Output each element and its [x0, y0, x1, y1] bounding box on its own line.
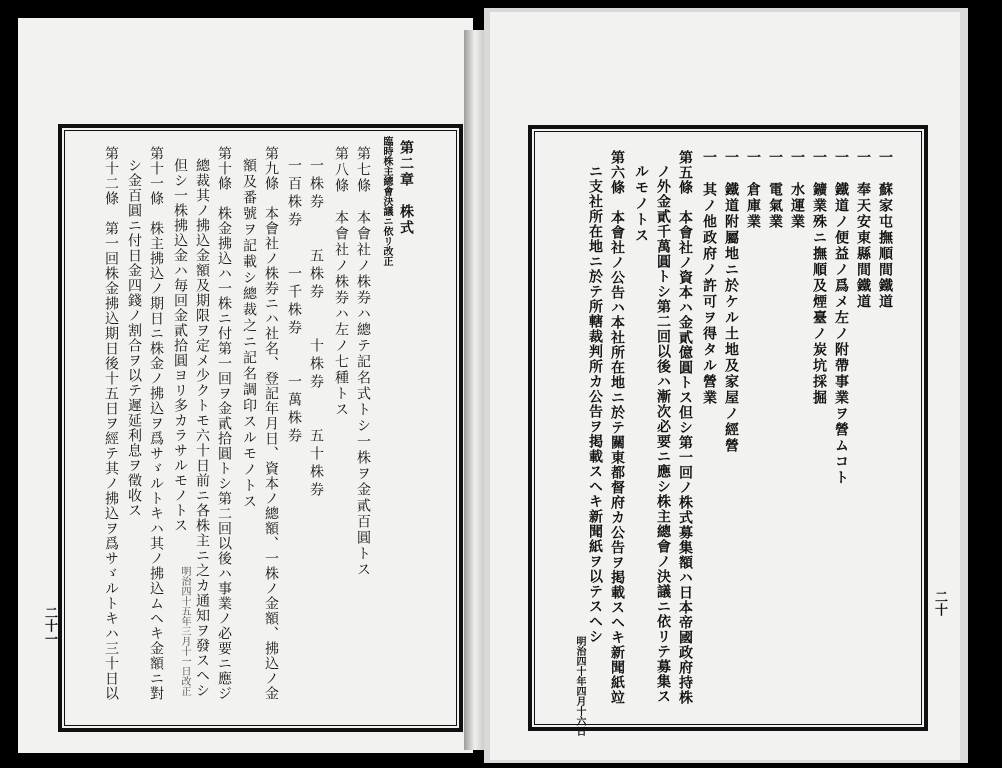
- text-line: 一 鑛業殊ニ撫順及煙臺ノ炭坑採掘: [811, 150, 827, 406]
- inline-note: 明治四十五年三月十一日改正: [179, 566, 190, 696]
- text-line: ニ支社所在地ニ於テ所轄裁判所カ公告ヲ掲載スヘキ新聞紙ヲ以テスヘシ: [587, 164, 603, 644]
- text-line: 第八條 本會社ノ株券ハ左ノ七種トス: [333, 146, 349, 418]
- revision-note: 臨時株主總會決議ニ依リ改正: [381, 136, 392, 266]
- text-line: 但シ一株拂込金ハ毎回金貳拾圓ヨリ多カラサルモノトス: [172, 158, 188, 533]
- text-line: 第九條 本會社ノ株券ニハ社名、登記年月日、資本ノ總額、一株ノ金額、拂込ノ金: [263, 146, 279, 701]
- text-line: 第十條 株金拂込ハ一株ニ付第一回ヲ金貳拾圓トシ第二回以後ハ事業ノ必要ニ應ジ: [216, 146, 232, 701]
- text-line: 一 其ノ他政府ノ許可ヲ得タル營業: [701, 150, 717, 406]
- text-line: 第十二條 第一回株金拂込期日後十五日ヲ經テ其ノ拂込ヲ爲サゞルトキハ三十日以: [103, 146, 119, 701]
- text-line: 一 奉天安東縣間鐵道: [855, 150, 871, 310]
- text-line: 一 蘇家屯撫順間鐵道: [877, 150, 893, 310]
- inline-note: 明治四十年四月十六日: [574, 636, 585, 736]
- text-line: シ金百圓ニ付日金四錢ノ割合ヲ以テ遲延利息ヲ徵收ス: [126, 158, 142, 518]
- page-number: 二十一: [42, 606, 57, 645]
- text-line: 額及番號ヲ記載シ總裁之ニ記名調印スルモノトス: [241, 158, 257, 510]
- text-line: 一 電氣業: [767, 150, 783, 230]
- text-line: 一 鐵道附屬地ニ於ケル土地及家屋ノ經營: [723, 150, 739, 454]
- right-page: [490, 12, 960, 760]
- text-line: 第五條 本會社ノ資本ハ金貳億圓トス但シ第一回ノ株式募集額ハ日本帝國政府持株: [677, 150, 693, 705]
- text-line: ルモノトス: [633, 164, 649, 244]
- text-line: 一株券 五株券 十株券 五十株券: [308, 158, 324, 500]
- text-line: 一 鐵道ノ便益ノ爲メ左ノ附帶事業ヲ營ムコト: [833, 150, 849, 486]
- chapter-title: 第二章 株式: [398, 140, 414, 236]
- page-number: 二十: [932, 590, 947, 616]
- text-line: 一 倉庫業: [745, 150, 761, 230]
- text-line: 一 水運業: [789, 150, 805, 230]
- text-line: 第十一條 株主拂込ノ期日ニ株金ノ拂込ヲ爲サゞルトキハ其ノ拂込ムヘキ金額ニ對: [148, 146, 164, 701]
- text-line: 總裁其ノ拂込金額及期限ヲ定メ少クトモ六十日前ニ各株主ニ之カ通知ヲ發スヘシ: [194, 158, 210, 698]
- text-line: 一百株券 一千株券 一萬株券: [286, 158, 302, 446]
- text-line: 第七條 本會社ノ株券ハ總テ記名式トシ一株ヲ金貳百圓トス: [355, 146, 371, 578]
- text-line: ノ外金貳千萬圓トシ第二回以後ハ漸次必要ニ應シ株主總會ノ決議ニ依リテ募集ス: [655, 164, 671, 704]
- text-line: 第六條 本會社ノ公告ハ本社所在地ニ於テ關東都督府カ公告ヲ掲載スヘキ新聞紙竝: [609, 150, 625, 705]
- left-page: [18, 18, 473, 753]
